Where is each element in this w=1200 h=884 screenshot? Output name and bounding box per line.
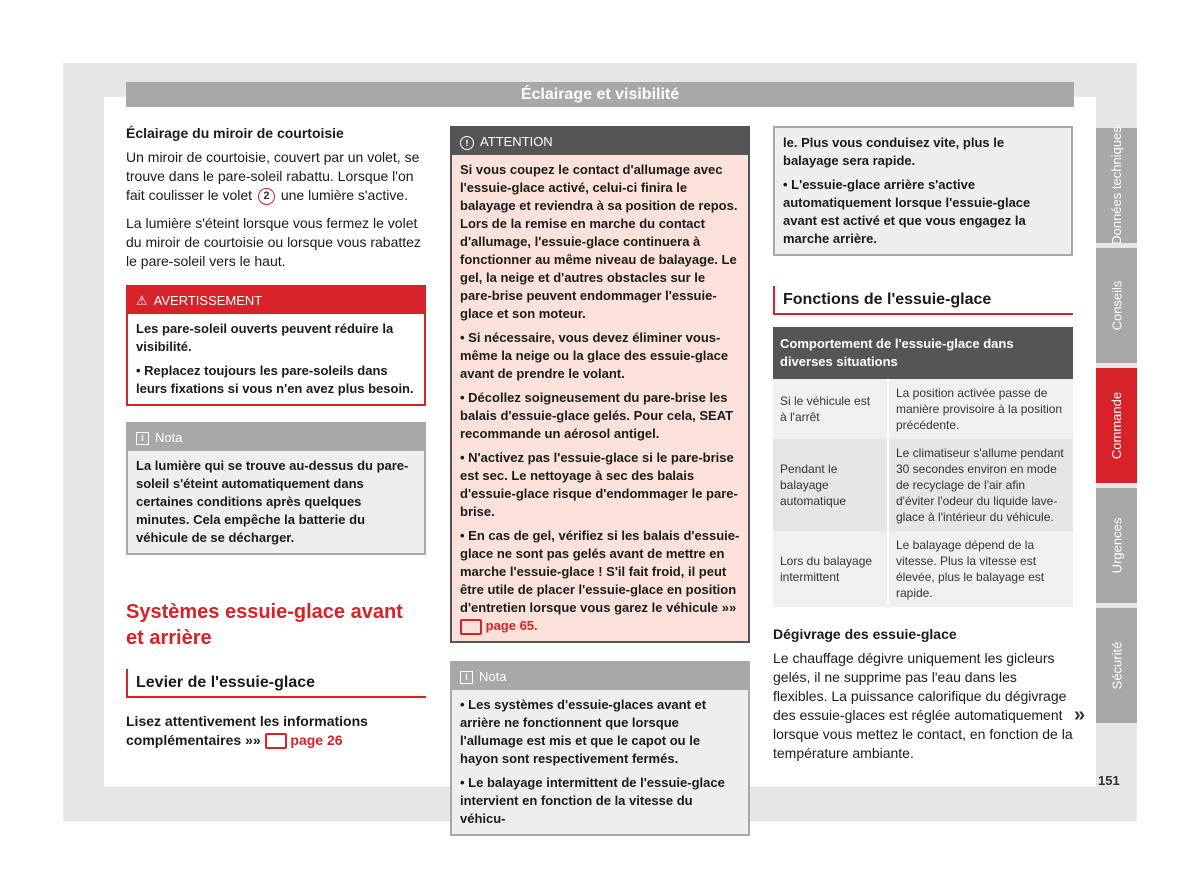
tab-label: Sécurité <box>1109 641 1125 690</box>
tab-label: Conseils <box>1109 280 1125 331</box>
table-cell-situation: Si le véhicule est à l'arrêt <box>773 379 888 439</box>
note-body <box>128 451 424 553</box>
attention-bullet: • N'activez pas l'essuie-glace si le pare-brise est sec. Le nettoyage à sec des balais d'essuie-glace risque d'endommager le pare-brise. <box>460 450 738 519</box>
section-title: Dégivrage des essuie-glace <box>773 626 957 642</box>
table-cell-situation: Lors du balayage intermittent <box>773 531 888 607</box>
note-bullet: • Les systèmes d'essuie-glaces avant et arrière ne fonctionnent que lorsque l'allumage est mis et que le capot ou le hayon sont respectivement fermés. <box>460 697 707 766</box>
section-heading: Systèmes essuie-glace avant et arrière <box>126 601 403 649</box>
paragraph-text: Un miroir de courtoisie, couvert par un volet, se trouve dans le pare-soleil rabattu. Lorsque l'on fait coulisser le volet <box>126 149 420 203</box>
continuation-arrows: »» <box>245 732 261 748</box>
tab-commande[interactable] <box>1096 368 1137 483</box>
attention-body <box>452 155 748 641</box>
attention-text: Si vous coupez le contact d'allumage avec l'essuie-glace activé, celui-ci finira le balayage et reviendra à sa position de repos. Lors de la remise en marche du contact d'allumage, l'essuie-glace continuera à fonctionner au même niveau de balayage. Le gel, la neige et d'autres obstacles sur le pare-brise peuvent endommager l'essuie-glace et son moteur. <box>460 162 738 321</box>
tab-conseils[interactable] <box>1096 248 1137 363</box>
table-cell-behavior: Le balayage dépend de la vitesse. Plus la vitesse est élevée, plus le balayage est rapide. <box>888 531 1073 607</box>
lead-paragraph <box>126 712 426 750</box>
warning-header <box>128 287 424 314</box>
page-number: 151 <box>1098 773 1120 788</box>
table-cell-behavior: Le climatiseur s'allume pendant 30 secondes environ en mode de recyclage de l'air afin d'éviter l'odeur du liquide lave-glace à l'intérieur du véhicule. <box>888 439 1073 531</box>
note-body <box>452 690 748 834</box>
attention-bullet-text: • En cas de gel, vérifiez si les balais d'essuie-glace ne sont pas gelés avant de mettre en marche l'essuie-glace ! S'il fait froid, il peut être utile de placer l'essuie-glace en position d'entretien lorsque vous garez le véhicule <box>460 528 740 615</box>
note-title: Nota <box>155 430 183 445</box>
wiper-behavior-table <box>773 327 1073 607</box>
column-1 <box>126 124 426 750</box>
table-row <box>773 531 1073 607</box>
note-box <box>450 661 750 836</box>
info-icon: i <box>460 671 473 684</box>
attention-bullet: • Si nécessaire, vous devez éliminer vous-même la neige ou la glace des essuie-glace avant de prendre le volant. <box>460 330 729 381</box>
info-icon: i <box>136 432 149 445</box>
warning-text: Les pare-soleil ouverts peuvent réduire la visibilité. <box>136 321 394 354</box>
page-link[interactable]: page 26 <box>290 732 343 748</box>
tab-label: Commande <box>1109 391 1125 460</box>
tab-donnees-techniques[interactable] <box>1096 128 1137 243</box>
page-link[interactable]: page 65. <box>485 618 538 633</box>
note-continuation-box <box>773 126 1073 256</box>
table-row <box>773 439 1073 531</box>
paragraph-text: une lumière s'active. <box>280 187 409 203</box>
note-text: La lumière qui se trouve au-dessus du pare-soleil s'éteint automatiquement dans certaines conditions après quelques minutes. Cela empêche la batterie du véhicule de se décharger. <box>136 458 409 545</box>
note-body <box>775 128 1071 254</box>
tab-securite[interactable] <box>1096 608 1137 723</box>
attention-header <box>452 128 748 155</box>
warning-box <box>126 285 426 406</box>
continuation-arrows: »» <box>721 600 737 615</box>
attention-bullet <box>460 527 740 635</box>
column-3 <box>773 126 1073 763</box>
note-text: le. Plus vous conduisez vite, plus le balayage sera rapide. <box>783 135 1005 168</box>
note-bullet: • Le balayage intermittent de l'essuie-glace intervient en fonction de la vitesse du véhicu- <box>460 775 725 826</box>
note-title: Nota <box>479 669 507 684</box>
paragraph <box>126 148 426 205</box>
warning-bullet: • Replacez toujours les pare-soleils dans leurs fixations si vous n'en avez plus besoin. <box>136 363 414 396</box>
note-box <box>126 422 426 555</box>
warning-triangle-icon: ⚠ <box>136 293 148 308</box>
column-2 <box>450 126 750 836</box>
warning-title: AVERTISSEMENT <box>153 293 263 308</box>
chapter-header: Éclairage et visibilité <box>126 82 1074 107</box>
continued-arrow: » <box>1074 704 1086 726</box>
tab-label: Urgences <box>1109 517 1125 574</box>
page-reference-icon <box>265 733 287 749</box>
subsection-heading: Fonctions de l'essuie-glace <box>773 286 1073 315</box>
note-bullet: • L'essuie-glace arrière s'active automatiquement lorsque l'essuie-glace avant est activé et que vous engagez la marche arrière. <box>783 177 1031 246</box>
attention-title: ATTENTION <box>480 134 553 149</box>
table-cell-behavior: La position activée passe de manière provisoire à la position précédente. <box>888 379 1073 439</box>
table-cell-situation: Pendant le balayage automatique <box>773 439 888 531</box>
attention-bullet: • Décollez soigneusement du pare-brise les balais d'essuie-glace gelés. Pour cela, SEAT recommande un aérosol antigel. <box>460 390 734 441</box>
callout-number: 2 <box>258 188 275 205</box>
attention-box <box>450 126 750 643</box>
table-row <box>773 379 1073 439</box>
note-header <box>452 663 748 690</box>
section-title: Éclairage du miroir de courtoisie <box>126 125 344 141</box>
tab-urgences[interactable] <box>1096 488 1137 603</box>
warning-body <box>128 314 424 404</box>
page-reference-icon <box>460 619 482 635</box>
exclamation-icon: ! <box>460 136 474 150</box>
lead-text: Lisez attentivement les informations complémentaires <box>126 713 368 748</box>
paragraph: Le chauffage dégivre uniquement les gicleurs gelés, il ne supprime pas l'eau dans les flexibles. La puissance calorifique du dégivrage des essuie-glaces est réglée automatiquement lorsque vous mettez le contact, en fonction de la température ambiante. <box>773 650 1073 761</box>
tab-label: Données techniques <box>1109 126 1124 245</box>
paragraph: La lumière s'éteint lorsque vous fermez le volet du miroir de courtoisie ou lorsque vous rabattez le pare-soleil vers le haut. <box>126 215 421 269</box>
note-header <box>128 424 424 451</box>
table-header: Comportement de l'essuie-glace dans diverses situations <box>773 327 1073 379</box>
subsection-heading: Levier de l'essuie-glace <box>126 669 426 698</box>
